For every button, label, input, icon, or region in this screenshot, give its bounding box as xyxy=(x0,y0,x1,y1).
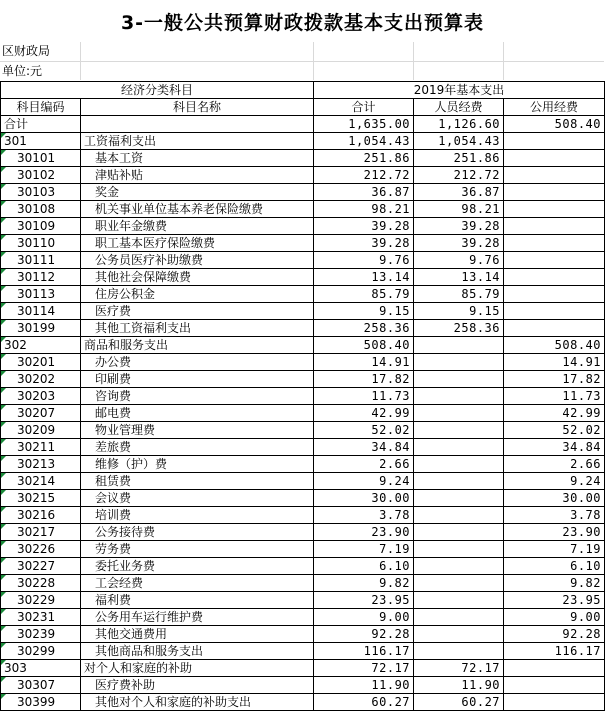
table-row[interactable] xyxy=(1,303,605,320)
cell-public[interactable] xyxy=(504,252,605,269)
cell-name[interactable]: 公务用车运行维护费 xyxy=(81,609,314,626)
cell-personnel[interactable] xyxy=(414,405,504,422)
cell-total[interactable]: 1,635.00 xyxy=(314,116,414,133)
cell-personnel[interactable]: 11.90 xyxy=(414,677,504,694)
error-indicator-icon xyxy=(1,439,6,444)
cell-total[interactable]: 85.79 xyxy=(314,286,414,303)
cell-code[interactable] xyxy=(1,643,81,660)
cell-public[interactable] xyxy=(504,677,605,694)
cell-personnel[interactable] xyxy=(414,439,504,456)
cell-total[interactable]: 9.15 xyxy=(314,303,414,320)
cell-total[interactable]: 258.36 xyxy=(314,320,414,337)
cell-code[interactable] xyxy=(1,439,81,456)
cell-total[interactable]: 1,054.43 xyxy=(314,133,414,150)
cell-name[interactable]: 奖金 xyxy=(81,184,314,201)
cell-personnel[interactable]: 60.27 xyxy=(414,694,504,711)
header-year-basic: 2019年基本支出 xyxy=(314,82,605,99)
cell-personnel[interactable] xyxy=(414,456,504,473)
cell-public[interactable]: 508.40 xyxy=(504,116,605,133)
cell-public[interactable] xyxy=(504,133,605,150)
table-row[interactable] xyxy=(1,473,605,490)
cell-name[interactable]: 医疗费补助 xyxy=(81,677,314,694)
error-indicator-icon xyxy=(1,252,6,257)
header-name: 科目名称 xyxy=(81,99,314,116)
cell-name[interactable]: 其他社会保障缴费 xyxy=(81,269,314,286)
cell-total[interactable]: 11.73 xyxy=(314,388,414,405)
error-indicator-icon xyxy=(1,354,6,359)
table-row[interactable] xyxy=(1,269,605,286)
cell-personnel[interactable]: 85.79 xyxy=(414,286,504,303)
cell-code-text: 30239 xyxy=(17,627,56,641)
error-indicator-icon xyxy=(1,184,6,189)
cell-code-text: 30299 xyxy=(17,644,56,658)
error-indicator-icon xyxy=(1,167,6,172)
cell-name[interactable]: 租赁费 xyxy=(81,473,314,490)
error-indicator-icon xyxy=(1,558,6,563)
table-row[interactable] xyxy=(1,575,605,592)
header-public: 公用经费 xyxy=(504,99,605,116)
cell-code[interactable] xyxy=(1,167,81,184)
cell-public[interactable]: 30.00 xyxy=(504,490,605,507)
cell-personnel[interactable] xyxy=(414,643,504,660)
table-row[interactable] xyxy=(1,320,605,337)
cell-code-text: 30211 xyxy=(17,440,56,454)
cell-public[interactable]: 23.95 xyxy=(504,592,605,609)
cell-total[interactable]: 23.95 xyxy=(314,592,414,609)
cell-code-text: 30110 xyxy=(17,236,56,250)
cell-personnel[interactable]: 9.76 xyxy=(414,252,504,269)
error-indicator-icon xyxy=(1,456,6,461)
table-row[interactable] xyxy=(1,456,605,473)
table-row[interactable] xyxy=(1,405,605,422)
cell-total[interactable]: 98.21 xyxy=(314,201,414,218)
cell-total[interactable]: 2.66 xyxy=(314,456,414,473)
cell-code[interactable] xyxy=(1,303,81,320)
cell-code[interactable] xyxy=(1,201,81,218)
cell-name[interactable]: 办公费 xyxy=(81,354,314,371)
cell-code-text: 30226 xyxy=(17,542,56,556)
error-indicator-icon xyxy=(1,371,6,376)
error-indicator-icon xyxy=(1,218,6,223)
cell-code[interactable] xyxy=(1,388,81,405)
cell-code[interactable] xyxy=(1,116,81,133)
cell-personnel[interactable] xyxy=(414,541,504,558)
error-indicator-icon xyxy=(1,150,6,155)
cell-personnel[interactable]: 13.14 xyxy=(414,269,504,286)
cell-code[interactable] xyxy=(1,694,81,711)
cell-code-text: 30103 xyxy=(17,185,56,199)
cell-total[interactable]: 11.90 xyxy=(314,677,414,694)
error-indicator-icon xyxy=(1,694,6,699)
table-row[interactable] xyxy=(1,507,605,524)
table-row[interactable] xyxy=(1,235,605,252)
cell-total[interactable]: 6.10 xyxy=(314,558,414,575)
cell-personnel[interactable] xyxy=(414,354,504,371)
error-indicator-icon xyxy=(1,626,6,631)
error-indicator-icon xyxy=(1,201,6,206)
cell-personnel[interactable] xyxy=(414,626,504,643)
cell-code-text: 30111 xyxy=(17,253,56,267)
table-row[interactable] xyxy=(1,609,605,626)
cell-total[interactable]: 72.17 xyxy=(314,660,414,677)
error-indicator-icon xyxy=(1,405,6,410)
cell-public[interactable] xyxy=(504,201,605,218)
table-row[interactable] xyxy=(1,201,605,218)
table-row[interactable] xyxy=(1,422,605,439)
cell-code[interactable] xyxy=(1,337,81,354)
cell-total[interactable]: 39.28 xyxy=(314,218,414,235)
cell-public[interactable]: 9.24 xyxy=(504,473,605,490)
cell-code[interactable] xyxy=(1,405,81,422)
cell-name[interactable]: 其他工资福利支出 xyxy=(81,320,314,337)
cell-code[interactable] xyxy=(1,371,81,388)
table-row[interactable] xyxy=(1,660,605,677)
cell-personnel[interactable]: 98.21 xyxy=(414,201,504,218)
cell-name[interactable]: 其他交通费用 xyxy=(81,626,314,643)
table-row[interactable] xyxy=(1,541,605,558)
cell-personnel[interactable]: 258.36 xyxy=(414,320,504,337)
cell-code-text: 30101 xyxy=(17,151,56,165)
cell-code[interactable] xyxy=(1,524,81,541)
cell-total[interactable]: 36.87 xyxy=(314,184,414,201)
cell-code[interactable] xyxy=(1,473,81,490)
cell-code[interactable] xyxy=(1,320,81,337)
cell-public[interactable]: 9.00 xyxy=(504,609,605,626)
cell-code-text: 30202 xyxy=(17,372,56,386)
cell-name[interactable]: 公务员医疗补助缴费 xyxy=(81,252,314,269)
table-row[interactable] xyxy=(1,388,605,405)
cell-name[interactable]: 委托业务费 xyxy=(81,558,314,575)
cell-code[interactable] xyxy=(1,286,81,303)
cell-public[interactable]: 34.84 xyxy=(504,439,605,456)
cell-total[interactable]: 9.00 xyxy=(314,609,414,626)
cell-name[interactable]: 对个人和家庭的补助 xyxy=(81,660,314,677)
cell-code[interactable] xyxy=(1,235,81,252)
cell-code-text: 30203 xyxy=(17,389,56,403)
cell-code[interactable] xyxy=(1,490,81,507)
cell-name[interactable]: 会议费 xyxy=(81,490,314,507)
cell-code-text: 30215 xyxy=(17,491,56,505)
cell-name[interactable]: 福利费 xyxy=(81,592,314,609)
cell-personnel[interactable] xyxy=(414,371,504,388)
cell-total[interactable]: 42.99 xyxy=(314,405,414,422)
cell-code[interactable] xyxy=(1,575,81,592)
cell-total[interactable]: 14.91 xyxy=(314,354,414,371)
cell-personnel[interactable]: 1,054.43 xyxy=(414,133,504,150)
cell-code[interactable] xyxy=(1,558,81,575)
cell-public[interactable]: 11.73 xyxy=(504,388,605,405)
cell-name[interactable]: 医疗费 xyxy=(81,303,314,320)
cell-name[interactable]: 印刷费 xyxy=(81,371,314,388)
error-indicator-icon xyxy=(1,609,6,614)
cell-code-text: 30108 xyxy=(17,202,56,216)
cell-total[interactable]: 116.17 xyxy=(314,643,414,660)
error-indicator-icon xyxy=(1,677,6,682)
cell-name[interactable]: 工会经费 xyxy=(81,575,314,592)
header-row-2 xyxy=(1,99,605,116)
error-indicator-icon xyxy=(1,422,6,427)
cell-total[interactable]: 17.82 xyxy=(314,371,414,388)
cell-public[interactable]: 92.28 xyxy=(504,626,605,643)
cell-personnel[interactable] xyxy=(414,473,504,490)
org-label: 区财政局 xyxy=(2,44,51,58)
error-indicator-icon xyxy=(1,235,6,240)
cell-code[interactable] xyxy=(1,252,81,269)
table-row[interactable] xyxy=(1,371,605,388)
cell-name[interactable]: 商品和服务支出 xyxy=(81,337,314,354)
cell-code-text: 30207 xyxy=(17,406,56,420)
cell-total[interactable]: 9.24 xyxy=(314,473,414,490)
cell-name[interactable]: 机关事业单位基本养老保险缴费 xyxy=(81,201,314,218)
cell-personnel[interactable]: 36.87 xyxy=(414,184,504,201)
cell-total[interactable]: 60.27 xyxy=(314,694,414,711)
cell-personnel[interactable]: 1,126.60 xyxy=(414,116,504,133)
cell-public[interactable]: 3.78 xyxy=(504,507,605,524)
error-indicator-icon xyxy=(1,337,6,342)
cell-total[interactable]: 34.84 xyxy=(314,439,414,456)
cell-code[interactable] xyxy=(1,456,81,473)
cell-name[interactable]: 公务接待费 xyxy=(81,524,314,541)
cell-code-text: 30227 xyxy=(17,559,56,573)
table-row[interactable] xyxy=(1,524,605,541)
cell-personnel[interactable]: 72.17 xyxy=(414,660,504,677)
cell-code-text: 303 xyxy=(4,661,27,675)
table-row[interactable] xyxy=(1,218,605,235)
cell-total[interactable]: 39.28 xyxy=(314,235,414,252)
cell-code-text: 30199 xyxy=(17,321,56,335)
cell-code-text: 30114 xyxy=(17,304,56,318)
unit-label: 单位:元 xyxy=(2,64,43,78)
cell-public[interactable] xyxy=(504,235,605,252)
table-row[interactable] xyxy=(1,286,605,303)
cell-total[interactable]: 92.28 xyxy=(314,626,414,643)
error-indicator-icon xyxy=(1,473,6,478)
cell-personnel[interactable] xyxy=(414,490,504,507)
cell-code-text: 30216 xyxy=(17,508,56,522)
cell-code-text: 30399 xyxy=(17,695,56,709)
cell-code[interactable] xyxy=(1,269,81,286)
cell-code-text: 合计 xyxy=(4,117,29,131)
cell-code-text: 30112 xyxy=(17,270,56,284)
error-indicator-icon xyxy=(1,133,6,138)
cell-total[interactable]: 212.72 xyxy=(314,167,414,184)
cell-code[interactable] xyxy=(1,150,81,167)
table-row[interactable] xyxy=(1,184,605,201)
cell-public[interactable]: 23.90 xyxy=(504,524,605,541)
cell-name[interactable]: 工资福利支出 xyxy=(81,133,314,150)
cell-public[interactable]: 42.99 xyxy=(504,405,605,422)
error-indicator-icon xyxy=(1,490,6,495)
cell-personnel[interactable]: 9.15 xyxy=(414,303,504,320)
table-row[interactable] xyxy=(1,337,605,354)
cell-code[interactable] xyxy=(1,184,81,201)
cell-public[interactable] xyxy=(504,269,605,286)
header-code: 科目编码 xyxy=(1,99,81,116)
table-row[interactable] xyxy=(1,490,605,507)
cell-total[interactable]: 3.78 xyxy=(314,507,414,524)
budget-table xyxy=(0,81,605,711)
cell-name[interactable]: 邮电费 xyxy=(81,405,314,422)
cell-code-text: 30113 xyxy=(17,287,56,301)
table-row[interactable] xyxy=(1,694,605,711)
cell-public[interactable] xyxy=(504,286,605,303)
cell-personnel[interactable] xyxy=(414,575,504,592)
cell-total[interactable]: 7.19 xyxy=(314,541,414,558)
cell-total[interactable]: 13.14 xyxy=(314,269,414,286)
error-indicator-icon xyxy=(1,269,6,274)
cell-name[interactable]: 维修（护）费 xyxy=(81,456,314,473)
cell-public[interactable] xyxy=(504,150,605,167)
error-indicator-icon xyxy=(1,660,6,665)
error-indicator-icon xyxy=(1,541,6,546)
cell-code[interactable] xyxy=(1,626,81,643)
cell-personnel[interactable] xyxy=(414,337,504,354)
cell-personnel[interactable]: 39.28 xyxy=(414,218,504,235)
table-row[interactable] xyxy=(1,252,605,269)
table-row[interactable] xyxy=(1,150,605,167)
cell-name[interactable]: 咨询费 xyxy=(81,388,314,405)
cell-name[interactable]: 差旅费 xyxy=(81,439,314,456)
cell-name[interactable]: 基本工资 xyxy=(81,150,314,167)
cell-code-text: 30217 xyxy=(17,525,56,539)
cell-personnel[interactable]: 251.86 xyxy=(414,150,504,167)
cell-total[interactable]: 52.02 xyxy=(314,422,414,439)
cell-code[interactable] xyxy=(1,541,81,558)
cell-total[interactable]: 508.40 xyxy=(314,337,414,354)
table-row[interactable] xyxy=(1,439,605,456)
header-total: 合计 xyxy=(314,99,414,116)
cell-public[interactable]: 14.91 xyxy=(504,354,605,371)
cell-public[interactable] xyxy=(504,694,605,711)
cell-code[interactable] xyxy=(1,660,81,677)
header-econ-class: 经济分类科目 xyxy=(1,82,314,99)
cell-public[interactable]: 7.19 xyxy=(504,541,605,558)
cell-total[interactable]: 251.86 xyxy=(314,150,414,167)
cell-public[interactable]: 2.66 xyxy=(504,456,605,473)
error-indicator-icon xyxy=(1,524,6,529)
cell-name[interactable]: 其他对个人和家庭的补助支出 xyxy=(81,694,314,711)
cell-code[interactable] xyxy=(1,677,81,694)
error-indicator-icon xyxy=(1,303,6,308)
table-row[interactable] xyxy=(1,626,605,643)
cell-public[interactable] xyxy=(504,660,605,677)
cell-code-text: 30229 xyxy=(17,593,56,607)
cell-code-text: 30209 xyxy=(17,423,56,437)
error-indicator-icon xyxy=(1,320,6,325)
cell-code[interactable] xyxy=(1,422,81,439)
cell-code[interactable] xyxy=(1,354,81,371)
table-row[interactable] xyxy=(1,558,605,575)
cell-total[interactable]: 9.82 xyxy=(314,575,414,592)
page-title: 3-一般公共预算财政拨款基本支出预算表 xyxy=(120,11,485,34)
cell-personnel[interactable] xyxy=(414,388,504,405)
table-row[interactable] xyxy=(1,592,605,609)
error-indicator-icon xyxy=(1,286,6,291)
cell-code[interactable] xyxy=(1,133,81,150)
cell-code-text: 302 xyxy=(4,338,27,352)
cell-code-text: 30214 xyxy=(17,474,56,488)
table-row[interactable] xyxy=(1,677,605,694)
cell-name[interactable]: 培训费 xyxy=(81,507,314,524)
header-row-1 xyxy=(1,82,605,99)
table-row[interactable] xyxy=(1,643,605,660)
cell-code-text: 30307 xyxy=(17,678,56,692)
cell-personnel[interactable]: 212.72 xyxy=(414,167,504,184)
cell-name[interactable] xyxy=(81,116,314,133)
cell-name[interactable]: 物业管理费 xyxy=(81,422,314,439)
cell-code-text: 301 xyxy=(4,134,27,148)
cell-public[interactable]: 508.40 xyxy=(504,337,605,354)
cell-personnel[interactable]: 39.28 xyxy=(414,235,504,252)
cell-public[interactable] xyxy=(504,167,605,184)
cell-public[interactable]: 6.10 xyxy=(504,558,605,575)
cell-personnel[interactable] xyxy=(414,422,504,439)
error-indicator-icon xyxy=(1,507,6,512)
cell-personnel[interactable] xyxy=(414,592,504,609)
cell-total[interactable]: 30.00 xyxy=(314,490,414,507)
table-row[interactable] xyxy=(1,133,605,150)
error-indicator-icon xyxy=(1,592,6,597)
cell-code[interactable] xyxy=(1,592,81,609)
cell-public[interactable] xyxy=(504,303,605,320)
error-indicator-icon xyxy=(1,388,6,393)
cell-code[interactable] xyxy=(1,507,81,524)
cell-name[interactable]: 职工基本医疗保险缴费 xyxy=(81,235,314,252)
cell-public[interactable] xyxy=(504,218,605,235)
cell-code-text: 30231 xyxy=(17,610,56,624)
cell-code-text: 30228 xyxy=(17,576,56,590)
error-indicator-icon xyxy=(1,575,6,580)
cell-code-text: 30102 xyxy=(17,168,56,182)
cell-name[interactable]: 劳务费 xyxy=(81,541,314,558)
cell-public[interactable]: 9.82 xyxy=(504,575,605,592)
cell-personnel[interactable] xyxy=(414,609,504,626)
cell-name[interactable]: 住房公积金 xyxy=(81,286,314,303)
cell-name[interactable]: 津贴补贴 xyxy=(81,167,314,184)
cell-public[interactable] xyxy=(504,184,605,201)
table-row[interactable] xyxy=(1,167,605,184)
cell-personnel[interactable] xyxy=(414,507,504,524)
cell-code-text: 30201 xyxy=(17,355,56,369)
error-indicator-icon xyxy=(1,643,6,648)
cell-personnel[interactable] xyxy=(414,558,504,575)
cell-public[interactable]: 17.82 xyxy=(504,371,605,388)
cell-name[interactable]: 其他商品和服务支出 xyxy=(81,643,314,660)
cell-name[interactable]: 职业年金缴费 xyxy=(81,218,314,235)
cell-total[interactable]: 23.90 xyxy=(314,524,414,541)
cell-total[interactable]: 9.76 xyxy=(314,252,414,269)
cell-code-text: 30109 xyxy=(17,219,56,233)
cell-public[interactable] xyxy=(504,320,605,337)
cell-personnel[interactable] xyxy=(414,524,504,541)
table-row[interactable] xyxy=(1,116,605,133)
cell-code-text: 30213 xyxy=(17,457,56,471)
cell-code[interactable] xyxy=(1,218,81,235)
table-row[interactable] xyxy=(1,354,605,371)
header-personnel: 人员经费 xyxy=(414,99,504,116)
cell-public[interactable]: 52.02 xyxy=(504,422,605,439)
cell-code[interactable] xyxy=(1,609,81,626)
cell-public[interactable]: 116.17 xyxy=(504,643,605,660)
